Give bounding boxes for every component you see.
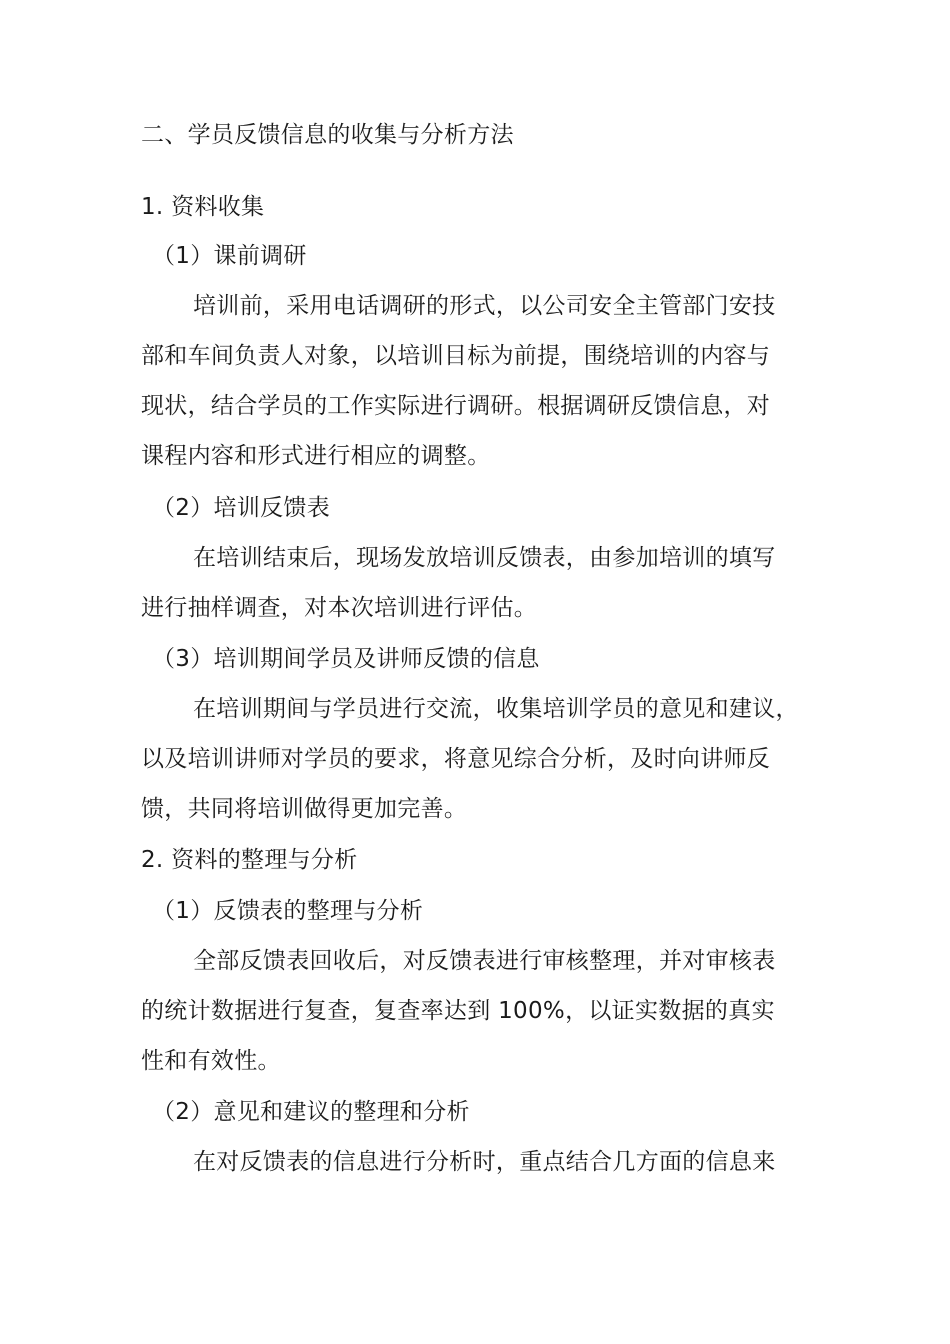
heading-2: 2. 资料的整理与分析 <box>141 847 358 873</box>
paragraph-4-line-3: 性和有效性。 <box>141 1048 281 1074</box>
paragraph-3-line-1: 在培训期间与学员进行交流，收集培训学员的意见和建议， <box>193 696 799 722</box>
paragraph-5-line-1: 在对反馈表的信息进行分析时，重点结合几方面的信息来 <box>193 1149 776 1175</box>
paragraph-4-line-1: 全部反馈表回收后，对反馈表进行审核整理，并对审核表 <box>193 948 776 974</box>
paragraph-1-line-2: 部和车间负责人对象，以培训目标为前提，围绕培训的内容与 <box>141 343 771 369</box>
paragraph-3-line-2: 以及培训讲师对学员的要求，将意见综合分析，及时向讲师反 <box>141 746 771 772</box>
subheading-1-2: （2）培训反馈表 <box>152 495 331 521</box>
paragraph-1-line-4: 课程内容和形式进行相应的调整。 <box>141 443 491 469</box>
subheading-1-3: （3）培训期间学员及讲师反馈的信息 <box>152 646 540 672</box>
subheading-2-1: （1）反馈表的整理与分析 <box>152 898 424 924</box>
paragraph-2-line-2: 进行抽样调查，对本次培训进行评估。 <box>141 595 538 621</box>
paragraph-1-line-1: 培训前，采用电话调研的形式，以公司安全主管部门安技 <box>193 293 776 319</box>
paragraph-4-line-2: 的统计数据进行复查，复查率达到 100%，以证实数据的真实 <box>141 998 775 1024</box>
paragraph-2-line-1: 在培训结束后，现场发放培训反馈表，由参加培训的填写 <box>193 545 776 571</box>
section-title: 二、学员反馈信息的收集与分析方法 <box>141 122 514 148</box>
paragraph-1-line-3: 现状，结合学员的工作实际进行调研。根据调研反馈信息，对 <box>141 393 771 419</box>
paragraph-3-line-3: 馈，共同将培训做得更加完善。 <box>141 796 468 822</box>
subheading-1-1: （1）课前调研 <box>152 243 307 269</box>
heading-1: 1. 资料收集 <box>141 194 265 220</box>
subheading-2-2: （2）意见和建议的整理和分析 <box>152 1099 470 1125</box>
